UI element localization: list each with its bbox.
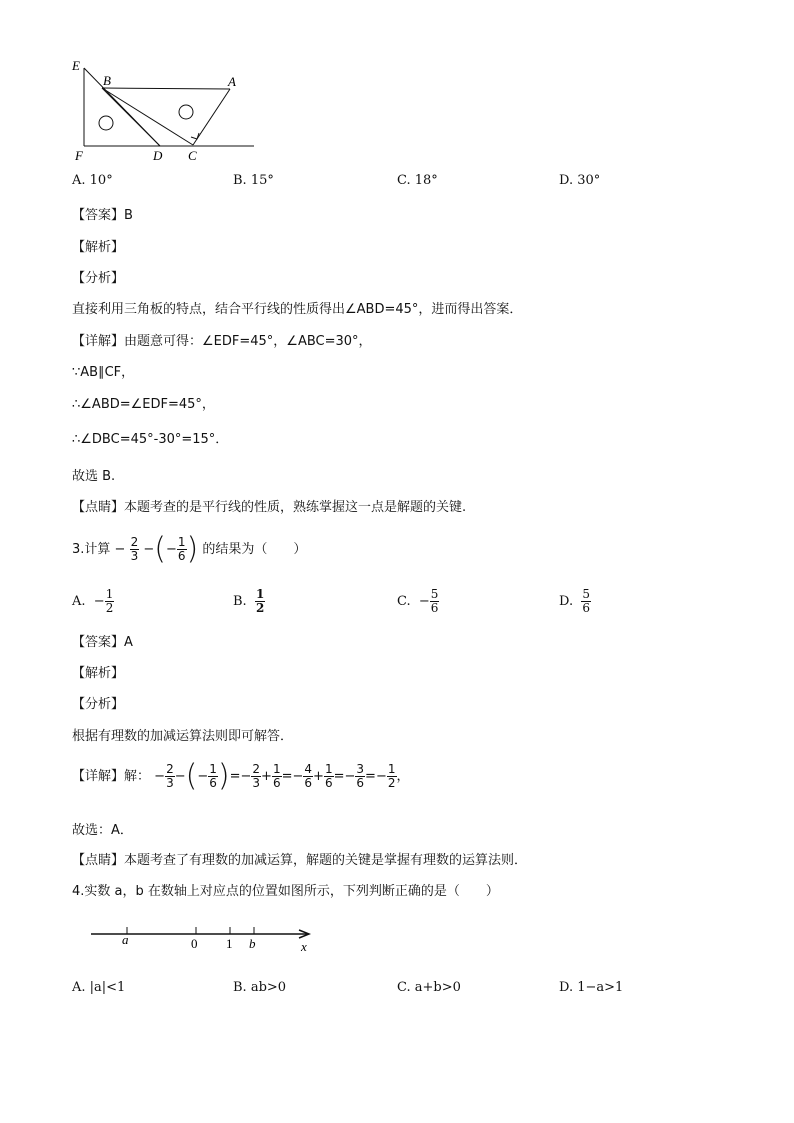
axis-label-1: 1 <box>226 936 233 951</box>
line-BC <box>102 88 193 145</box>
axis-label-a: a <box>122 932 129 947</box>
q2-analysis-head: 【解析】 <box>72 240 125 255</box>
label-E: E <box>72 58 80 73</box>
q2-fenxi-head: 【分析】 <box>72 271 125 286</box>
q4-option-d: D. 1−a>1 <box>559 980 624 995</box>
q2-option-d: D. 30° <box>559 173 601 188</box>
q2-step3: ∴∠DBC=45°-30°=15°． <box>72 432 229 447</box>
line-AC <box>193 89 230 145</box>
number-line <box>85 920 320 960</box>
q3-frac-2-3: $\frac{2}{3}$ <box>130 534 139 563</box>
q3-option-a: A. − $\frac{1}{2}$ <box>72 586 114 615</box>
label-C: C <box>188 148 197 163</box>
q3-minus3: − <box>166 542 177 557</box>
q3-detail-head: 【详解】解： <box>72 769 151 784</box>
q3-choose: 故选：A． <box>72 823 133 838</box>
q2-fenxi: 直接利用三角板的特点，结合平行线的性质得出∠ABD=45°，进而得出答案． <box>72 302 523 317</box>
q3-option-b: B. $\frac{1}{2}$ <box>233 586 265 615</box>
triangle-figure <box>60 52 270 172</box>
q2-option-b: B. 15° <box>233 173 274 188</box>
q4-option-a: A. |a|<1 <box>72 980 126 995</box>
label-D: D <box>153 148 163 163</box>
q3-answer: 【答案】A <box>72 635 133 650</box>
q2-detail: 【详解】由题意可得：∠EDF=45°，∠ABC=30°， <box>72 334 372 349</box>
q3-option-c: C. − $\frac{5}{6}$ <box>397 586 439 615</box>
q3-paren-open: ( <box>154 531 166 567</box>
label-B: B <box>103 73 111 88</box>
q3-stem <box>72 530 306 570</box>
q2-comment: 【点睛】本题考查的是平行线的性质，熟练掌握这一点是解题的关键. <box>72 500 467 515</box>
q3-option-d: D. $\frac{5}{6}$ <box>559 586 590 615</box>
q4-option-b: B. ab>0 <box>233 980 287 995</box>
q3-fenxi: 根据有理数的加减运算法则即可解答． <box>72 729 294 744</box>
q3-suffix: 的结果为（ ） <box>202 542 307 557</box>
label-A: A <box>228 74 236 89</box>
q2-option-a: A. 10° <box>72 173 113 188</box>
q2-step1: ∵AB∥CF， <box>72 365 135 380</box>
hole-right <box>179 105 193 119</box>
q3-detail: 【详解】解： − $\frac{2}{3}$ −(− $\frac{1}{6}$ )=− $\frac{2}{3}$ + $\frac{1}{6}$ =− $\frac{4}{6}$ + $\frac{1}{6}$ =− $\frac{3}{6}$ =− $\frac{1}{2}$ ， <box>72 758 410 794</box>
label-F: F <box>75 148 83 163</box>
q2-answer: 【答案】B <box>72 208 133 223</box>
line-BA <box>102 88 230 89</box>
q3-paren-close: ) <box>186 531 199 567</box>
axis-label-0: 0 <box>191 936 198 951</box>
q3-frac-1-6: $\frac{1}{6}$ <box>177 534 186 563</box>
q2-step2: ∴∠ABD=∠EDF=45°， <box>72 397 215 412</box>
q3-prefix: 3.计算 <box>72 542 111 557</box>
line-BD <box>102 88 160 146</box>
hole-left <box>99 116 113 130</box>
axis-label-x: x <box>301 939 307 954</box>
axis-label-b: b <box>249 936 256 951</box>
q2-choose: 故选 B. <box>72 469 116 484</box>
right-angle-mark <box>191 133 199 139</box>
q2-option-c: C. 18° <box>397 173 438 188</box>
q3-minus: − <box>114 542 126 557</box>
q3-minus2: − <box>143 542 155 557</box>
q3-analysis-head: 【解析】 <box>72 666 125 681</box>
q4-stem: 4.实数 a，b 在数轴上对应点的位置如图所示，下列判断正确的是（ ） <box>72 884 499 899</box>
q3-fenxi-head: 【分析】 <box>72 697 125 712</box>
q4-option-c: C. a+b>0 <box>397 980 461 995</box>
q3-comment: 【点睛】本题考查了有理数的加减运算，解题的关键是掌握有理数的运算法则． <box>72 853 528 868</box>
